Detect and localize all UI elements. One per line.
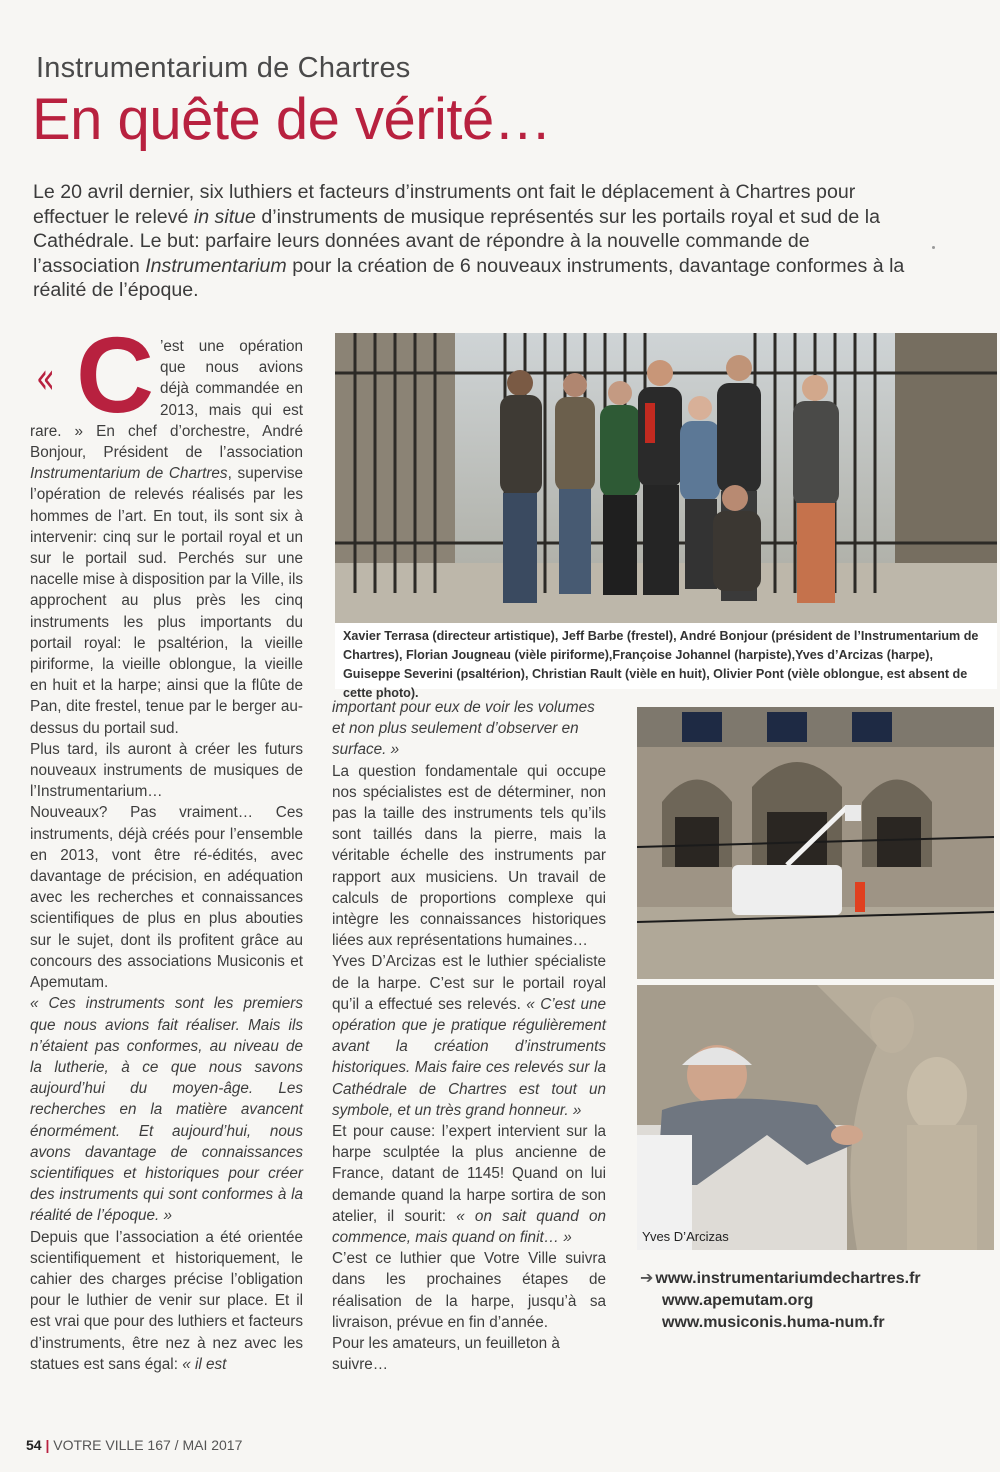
- text: Et pour cause: l’expert intervient sur la harpe sculptée la plus ancienne de France, datant de 1145! Quand on lui demande quand la harpe sortira de son atelier, il sourit:: [332, 1123, 606, 1225]
- article-paragraph: Plus tard, ils auront à créer les futurs nouveaux instruments de musiques de l’Instrumentarium…: [30, 740, 303, 801]
- luthier-photo-image: [637, 985, 994, 1250]
- italic-text: « C’est une opération que je pratique régulièrement avant la création d’instruments historiques. Mais faire ces relevés sur la Cathédrale de Chartres est tout un symbole, et un très grand honneur. »: [332, 995, 606, 1119]
- italic-text: « Ces instruments sont les premiers que nous avions fait réaliser. Mais ils n’étaient pas conformes, au niveau de la lutherie, à ce que nous savons aujourd’hui du moyen-âge. Les recherches en la matière avancent énormément. Et aujourd’hui, nous avons davantage de connaissances scientifiques et historiques pour créer des instruments qui sont conformes à la réalité de l’époque. »: [30, 995, 303, 1225]
- text: ’est une opération que nous avions déjà commandée en 2013, mais qui est rare. » En chef d’orchestre, André Bonjour, Président de l’association: [30, 338, 303, 462]
- footer-separator: |: [45, 1437, 50, 1453]
- lede-text: d’instruments de musique représentés sur les portails royal et sud de la Cathédrale. Le but: parfaire leurs données avant de répondre à la nouvelle commande de l’association: [33, 205, 880, 277]
- article-paragraph: Pour les amateurs, un feuilleton à suivre…: [332, 1335, 560, 1374]
- italic-text: important pour eux de voir les volumes et non plus seulement d’observer en surface. »: [332, 699, 595, 759]
- cathedral-photo-image: [637, 707, 994, 979]
- luthier-photo: [637, 985, 994, 1250]
- publication-info: VOTRE VILLE 167 / MAI 2017: [53, 1437, 243, 1453]
- lede-text: Le 20 avril dernier, six luthiers et facteurs d’instruments ont fait le déplacement à Chartres pour effectuer le relevé: [33, 181, 856, 228]
- quote-paragraph: [332, 697, 606, 761]
- article-paragraph: [30, 314, 304, 739]
- lede-text: pour la création de 6 nouveaux instruments, davantage conformes à la réalité de l’époque.: [33, 254, 905, 302]
- kicker: Instrumentarium de Chartres: [36, 52, 411, 84]
- lede-italic: Instrumentarium: [145, 254, 287, 277]
- lede-italic: in situe: [193, 205, 256, 228]
- link-apemutam[interactable]: www.apemutam.org: [662, 1292, 814, 1309]
- group-photo-image: [335, 333, 997, 623]
- page-footer: [26, 1437, 242, 1453]
- dropcap-block: [30, 314, 304, 739]
- article-paragraph: [332, 951, 606, 1121]
- article-paragraph: [30, 1227, 303, 1375]
- arrow-right-icon: ➔: [640, 1270, 654, 1287]
- opening-quote-mark: «: [36, 353, 55, 404]
- link-list: [640, 1268, 921, 1334]
- link-instrumentarium[interactable]: www.instrumentariumdechartres.fr: [655, 1270, 921, 1287]
- article-paragraph: C’est ce luthier que Votre Ville suivra dans les prochaines étapes de réalisation de la harpe, jusqu’à sa livraison, prévue en fin d’année.: [332, 1250, 606, 1331]
- text: Depuis que l’association a été orientée scientifiquement et historiquement, le cahier des charges précise l’obligation pour le luthier de venir sur place. Et il est vrai que pour des luthiers et facteurs d’instruments, être nez à nez avec les statues est sans égal:: [30, 1228, 303, 1373]
- dropcap-letter: C: [76, 314, 154, 435]
- article-paragraph: La question fondamentale qui occupe nos spécialistes est de déterminer, non pas la taille des instruments tels qu’ils sont taillés dans la pierre, mais la véritable échelle des instruments par rapport aux musiciens. Un travail de calculs de proportions complexe qui intègre les connaissances historiques liées aux représentations humaines…: [332, 762, 606, 950]
- text: , supervise l’opération de relevés réalisés par les hommes de l’art. En tout, ils sont six à intervenir: cinq sur le portail royal et un sur le portail sud. Perchés sur une nacelle mise à disposition par la Ville, ils approchent au plus près les cinq instruments les plus importants du portail royal: le psaltérion, la vieille piriforme, la vieille oblongue, la vieille en huit et la harpe; ainsi que la flûte de Pan, dite frestel, tenue par le berger au-dessus du portail sud.: [30, 465, 304, 737]
- article-paragraph: [332, 1121, 606, 1248]
- italic-text: Instrumentarium de Chartres: [30, 465, 228, 483]
- article-paragraph: Nouveaux? Pas vraiment… Ces instruments, déjà créés pour l’ensemble en 2013, vont être ré-édités, avec davantage de précision, en adéquation avec les recherches et connaissances scientifiques de plus en plus abouties sur le sujet, dont ils profitent grâce au concours des associations Musiconis et Apemutam.: [30, 804, 303, 992]
- decorative-dot: [932, 246, 935, 249]
- luthier-photo-label: Yves D’Arcizas: [642, 1229, 729, 1244]
- page-number: 54: [26, 1437, 42, 1453]
- link-musiconis[interactable]: www.musiconis.huma-num.fr: [662, 1314, 885, 1331]
- cathedral-photo: [637, 707, 994, 979]
- group-photo: [335, 333, 997, 623]
- article-column-middle: [332, 697, 606, 1376]
- article-column-left: [30, 314, 304, 1375]
- lede-paragraph: [33, 180, 918, 303]
- quote-paragraph: [30, 993, 303, 1226]
- italic-text: « il est: [182, 1355, 227, 1373]
- italic-text: « on sait quand on commence, mais quand on finit… »: [332, 1207, 606, 1247]
- text: Yves D’Arcizas est le luthier spécialiste de la harpe. C’est sur le portail royal qu’il a effectué ses relevés.: [332, 953, 606, 1013]
- page-title: En quête de vérité…: [32, 87, 552, 152]
- group-photo-caption: Xavier Terrasa (directeur artistique), Jeff Barbe (frestel), André Bonjour (président de l’Instrumentarium de Chartres), Florian Jougneau (vièle piriforme),Françoise Johannel (harpiste),Yves d’Arcizas (harpe), Guiseppe Severini (psaltérion), Christian Rault (vièle en huit), Olivier Pont (vièle oblongue, est absent de cette photo).: [335, 623, 997, 689]
